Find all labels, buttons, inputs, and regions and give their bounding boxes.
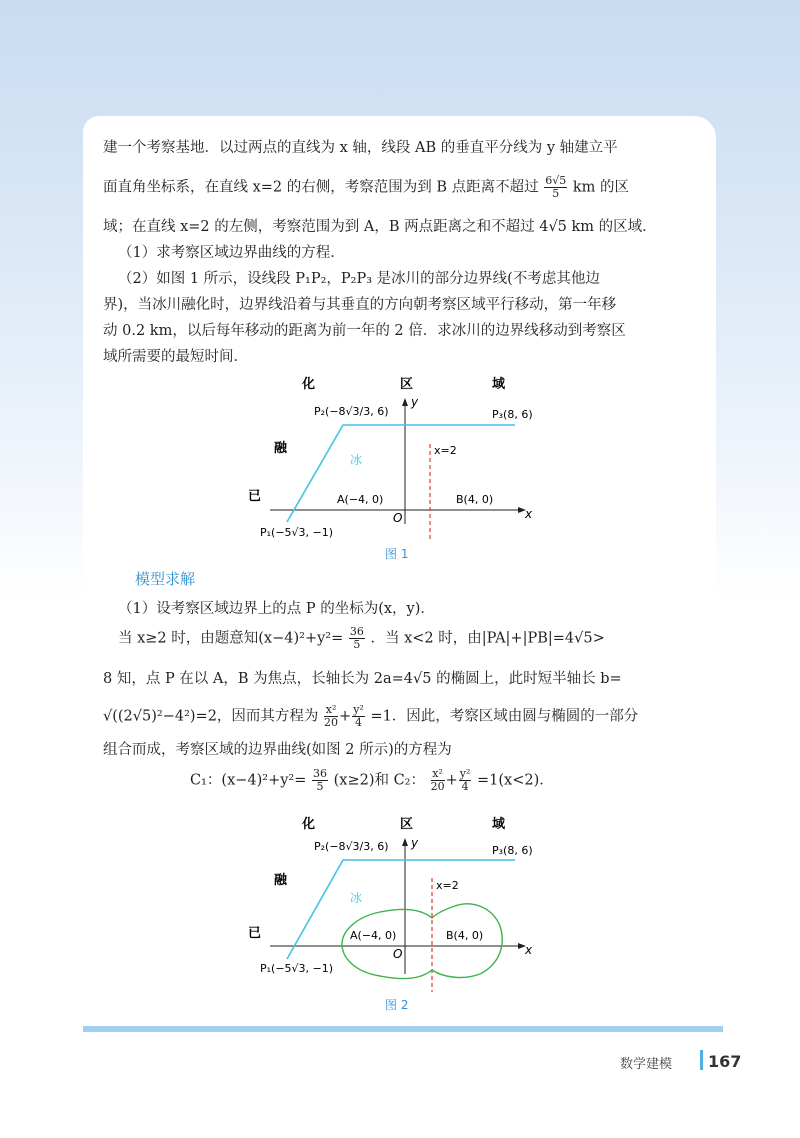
glacier-boundary [287, 425, 515, 522]
footer-section-label: 数学建模 [620, 1057, 673, 1072]
label-hua: 化 [302, 817, 316, 832]
fraction: $\frac{\text{x²}}{20}$ [324, 703, 339, 729]
label-p1: P₁(−5√3, −1) [260, 962, 334, 975]
figure-2 [230, 814, 560, 994]
problem-line-1: 建一个考察基地．以过两点的直线为 x 轴，线段 AB 的垂直平分线为 y 轴建立平 [103, 140, 618, 156]
label-a: A(−4, 0) [350, 929, 397, 942]
question-1: （1）求考察区域边界曲线的方程． [118, 245, 345, 261]
label-p3: P₃(8, 6) [492, 408, 533, 421]
fraction: $\frac{6√5}{5}$ [545, 174, 567, 200]
label-b: B(4, 0) [456, 493, 494, 506]
origin-label: O [393, 947, 403, 961]
problem-line-2b: km 的区 [572, 179, 630, 196]
label-yi: 已 [248, 489, 262, 504]
question-2-line-3: 动 0.2 km，以后每年移动的距离为前一年的 2 倍．求冰川的边界线移动到考察区 [103, 323, 626, 339]
figure-1 [230, 372, 560, 542]
question-2-line-4: 域所需要的最短时间． [103, 349, 248, 365]
fraction: $\frac{\text{y²}}{4}$ [353, 703, 364, 729]
figure-2-caption: 图 2 [385, 998, 409, 1012]
label-rong: 融 [274, 441, 288, 456]
solution-line-2: 当 x≥2 时，由题意知(x−4)²+y²= $\frac{36}{5}$ ．当 x<2 时，由|PA|+|PB|=4√5> [118, 625, 605, 651]
y-axis-arrow [402, 398, 408, 406]
label-bing: 冰 [350, 891, 363, 905]
question-2-line-2: 界)，当冰川融化时，边界线沿着与其垂直的方向朝考察区域平行移动，第一年移 [103, 297, 617, 313]
label-bing: 冰 [350, 453, 363, 467]
page-number: 167 [708, 1052, 742, 1071]
x-axis-label: x [525, 943, 533, 957]
y-axis-arrow [402, 838, 408, 846]
label-yu: 域 [492, 377, 506, 392]
fraction: $\frac{36}{5}$ [313, 767, 327, 793]
fraction: $\frac{\text{x²}}{20}$ [430, 767, 445, 793]
solution-line-3: 8 知，点 P 在以 A，B 为焦点，长轴长为 2a=4√5 的椭圆上，此时短半轴长 b= [103, 671, 622, 687]
solution-line-1: （1）设考察区域边界上的点 P 的坐标为(x，y)． [118, 601, 435, 617]
x-axis-label: x [525, 507, 533, 521]
question-2-line-1: （2）如图 1 所示，设线段 P₁P₂，P₂P₃ 是冰川的部分边界线(不考虑其他边 [118, 271, 600, 287]
label-yu: 域 [492, 817, 506, 832]
label-x2: x=2 [434, 444, 457, 457]
label-qu: 区 [400, 377, 414, 392]
label-qu: 区 [400, 817, 414, 832]
y-axis-label: y [411, 836, 419, 850]
label-p1: P₁(−5√3, −1) [260, 526, 334, 539]
fraction: $\frac{36}{5}$ [349, 625, 364, 651]
figure-1-caption: 图 1 [385, 547, 409, 561]
label-p2: P₂(−8√3/3, 6) [314, 405, 389, 418]
label-a: A(−4, 0) [337, 493, 384, 506]
solution-equation: C₁：(x−4)²+y²= $\frac{36}{5}$ (x≥2)和 C₂： $\frac{\text{x²}}{20}$ + $\frac{\text{y²}}{4}$ =1(x<2)． [190, 767, 554, 793]
problem-line-2a: 面直角坐标系，在直线 x=2 的右侧，考察范围为到 B 点距离不超过 [103, 179, 539, 196]
solution-line-4: √((2√5)²−4²)=2，因而其方程为 $\frac{\text{x²}}{20}$ + $\frac{\text{y²}}{4}$ =1．因此，考察区域由圆与椭圆的一部分 [103, 703, 639, 729]
label-p2: P₂(−8√3/3, 6) [314, 840, 389, 853]
label-hua: 化 [302, 377, 316, 392]
label-yi: 已 [248, 926, 262, 941]
section-heading: 模型求解 [135, 570, 196, 588]
fraction: $\frac{\text{y²}}{4}$ [459, 767, 471, 793]
footer-bar [83, 1026, 723, 1032]
label-x2: x=2 [436, 879, 459, 892]
label-p3: P₃(8, 6) [492, 844, 533, 857]
label-b: B(4, 0) [446, 929, 484, 942]
solution-line-5: 组合而成，考察区域的边界曲线(如图 2 所示)的方程为 [103, 742, 452, 758]
origin-label: O [393, 511, 403, 525]
problem-line-3: 域；在直线 x=2 的左侧，考察范围为到 A，B 两点距离之和不超过 4√5 km 的区域． [103, 219, 657, 235]
label-rong: 融 [274, 873, 288, 888]
problem-line-2 [103, 175, 629, 200]
y-axis-label: y [411, 395, 419, 409]
footer-separator [700, 1050, 703, 1070]
